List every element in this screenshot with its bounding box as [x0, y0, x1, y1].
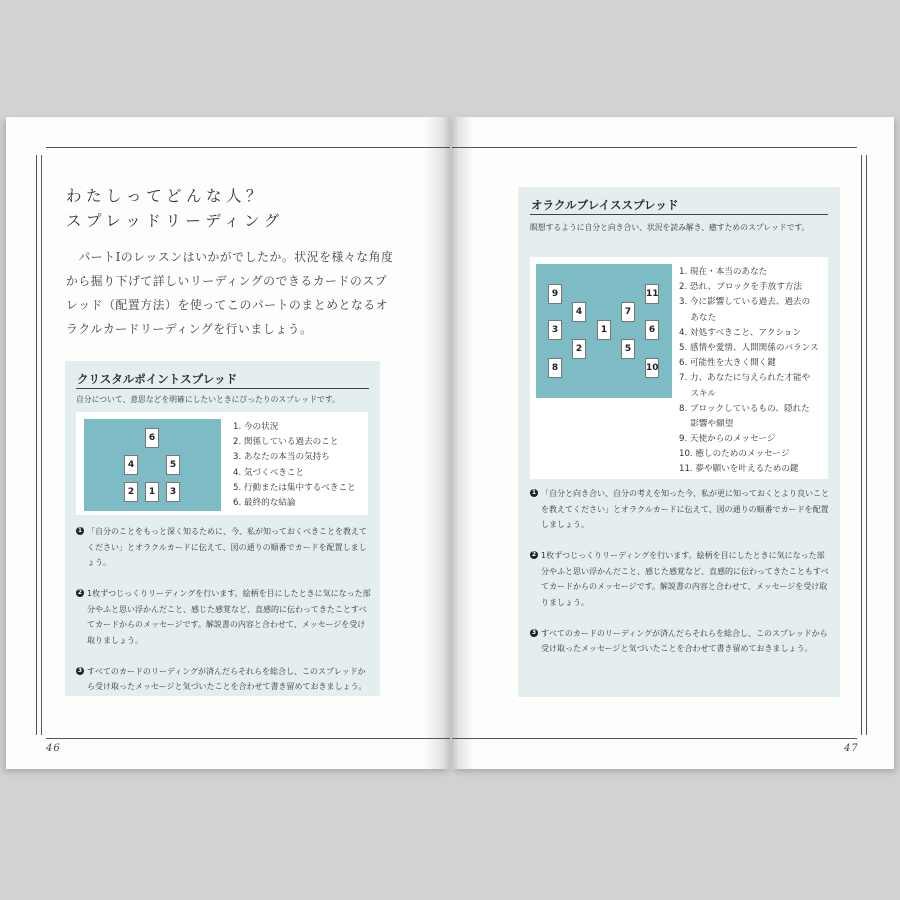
gutter-shadow-right — [452, 117, 474, 769]
step-number-badge: 1 — [531, 489, 537, 496]
card-position: 1 — [145, 482, 159, 502]
frame-line-outer — [866, 155, 867, 735]
right-page — [452, 117, 894, 769]
step-text: すべてのカードのリーディングが済んだらそれらを総合し、このスプレッドから受け取ったメッセージと気づいたことを合わせて書き留めておきましょう。 — [541, 628, 828, 653]
bottom-rule — [46, 738, 450, 739]
step-number-badge: 3 — [531, 628, 537, 636]
legend-item: 1. 現在・本当のあなた — [679, 267, 768, 277]
panel-title: オラクルブレイススプレッド — [531, 198, 679, 212]
card-position: 2 — [572, 339, 586, 359]
card-position: 10 — [645, 358, 659, 378]
step-number-badge: 2 — [77, 589, 83, 596]
panel-title: クリスタルポイントスプレッド — [77, 372, 238, 386]
step-item — [76, 524, 373, 571]
bottom-rule — [452, 738, 857, 739]
legend-item: 10. 癒しのためのメッセージ — [679, 449, 790, 460]
legend-item: 5. 行動または集中するべきこと — [233, 482, 356, 493]
legend-item: 6. 最終的な結論 — [233, 497, 296, 508]
step-list — [76, 524, 373, 710]
open-book — [6, 117, 894, 769]
card-position: 9 — [548, 284, 562, 304]
legend-item: 11. 夢や願いを叶えるための鍵 — [679, 464, 799, 475]
legend-item: スキル — [679, 388, 717, 399]
legend-item: 8. ブロックしているもの、隠れた — [679, 403, 810, 414]
legend-item: 2. 関係している過去のこと — [233, 437, 339, 448]
legend-item: 3. 今に影響している過去、過去の — [679, 297, 811, 308]
intro-paragraph: パートⅠのレッスンはいかがでしたか。状況を様々な角度から掘り下げて詳しいリーディングのできるカードのスプレッド（配置方法）を使ってこのパートのまとめとなるオラクルカードリーディングを行いましょう。 — [66, 250, 394, 336]
frame-line-outer — [36, 155, 37, 735]
crystal-spread-panel — [65, 361, 380, 696]
step-list — [530, 486, 830, 672]
step-text: 「自分のことをもっと深く知るために、今、私が知っておくべきことを教えてください」とオラクルカードに伝えて、図の通りの順番でカードを配置しましょう。 — [87, 527, 367, 567]
card-position: 1 — [597, 320, 611, 340]
legend-item: 7. 力、あなたに与えられた才能や — [679, 373, 811, 384]
legend-item: 9. 天使からのメッセージ — [679, 434, 776, 445]
legend-item: 6. 可能性を大きく開く鍵 — [679, 358, 776, 369]
card-position: 3 — [166, 482, 180, 502]
step-text: すべてのカードのリーディングが済んだらそれらを総合し、このスプレッドから受け取ったメッセージと気づいたことを合わせて書き留めておきましょう。 — [87, 666, 367, 691]
card-position: 5 — [166, 455, 180, 475]
step-item — [76, 664, 373, 695]
panel-description: 自分について、意思などを明確にしたいときにぴったりのスプレッドです。 — [76, 395, 340, 404]
step-number-badge: 1 — [77, 527, 83, 534]
page-number: 46 — [46, 743, 61, 754]
step-text: 1枚ずつじっくりリーディングを行います。絵柄を目にしたときに気になった部分やふと思い浮かんだこと、感じた感覚など、直感的に伝わってきたこともすべてカードからのメッセージです。解説書の内容と合わせて、メッセージを受け取りましょう。 — [541, 551, 829, 607]
top-rule — [46, 147, 450, 148]
spread-legend — [233, 420, 356, 511]
page-number: 47 — [844, 743, 859, 754]
card-position: 5 — [621, 339, 635, 359]
legend-item: 3. あなたの本当の気持ち — [233, 452, 330, 463]
spread-diagram — [84, 419, 221, 511]
legend-item: 4. 気づくべきこと — [233, 467, 305, 478]
top-rule — [452, 147, 857, 148]
left-page — [6, 117, 450, 769]
card-position: 8 — [548, 358, 562, 378]
gutter-shadow-left — [424, 117, 450, 769]
legend-item: 1. 今の状況 — [233, 422, 279, 432]
card-position: 4 — [124, 455, 138, 475]
spread-diagram-box — [76, 412, 368, 515]
legend-item: 5. 感情や愛情、人間関係のバランス — [679, 342, 819, 353]
spread-legend — [679, 265, 819, 478]
step-text: 「自分と向き合い、自分の考えを知った今、私が更に知っておくとより良いことを教えてください」とオラクルカードに伝えて、図の通りの順番でカードを配置しましょう。 — [541, 489, 829, 529]
step-item — [530, 548, 830, 610]
step-item — [530, 486, 830, 533]
panel-title-rule — [530, 214, 828, 215]
spread-diagram — [536, 264, 672, 398]
card-position: 2 — [124, 482, 138, 502]
legend-item: 4. 対処すべきこと、アクション — [679, 327, 802, 338]
page-heading-line2: スプレッドリーディング — [66, 212, 284, 230]
spread-diagram-box — [530, 257, 828, 479]
frame-line-inner — [41, 155, 42, 735]
panel-title-rule — [76, 388, 369, 389]
legend-item: 影響や願望 — [679, 418, 734, 429]
step-item — [76, 586, 373, 648]
card-position: 7 — [621, 302, 635, 322]
card-position: 11 — [645, 284, 659, 304]
oracle-spread-panel — [518, 187, 840, 697]
card-position: 6 — [145, 428, 159, 448]
card-position: 3 — [548, 320, 562, 340]
panel-description: 瞑想するように自分と向き合い、状況を読み解き、癒すためのスプレッドです。 — [530, 223, 810, 232]
step-item — [530, 626, 830, 657]
page-heading-line1: わたしってどんな人？ — [66, 187, 267, 205]
card-position: 4 — [572, 302, 586, 322]
legend-item: 2. 恐れ、ブロックを手放す方法 — [679, 282, 802, 293]
step-text: 1枚ずつじっくりリーディングを行います。絵柄を目にしたときに気になった部分やふと思い浮かんだこと、感じた感覚など、直感的に伝わってきたことすべてカードからのメッセージです。解説書の内容と合わせて、メッセージを受け取りましょう。 — [87, 589, 371, 645]
frame-line-inner — [861, 155, 862, 735]
step-number-badge: 3 — [77, 666, 83, 674]
legend-item: あなた — [679, 312, 717, 323]
card-position: 6 — [645, 320, 659, 340]
step-number-badge: 2 — [531, 551, 537, 558]
